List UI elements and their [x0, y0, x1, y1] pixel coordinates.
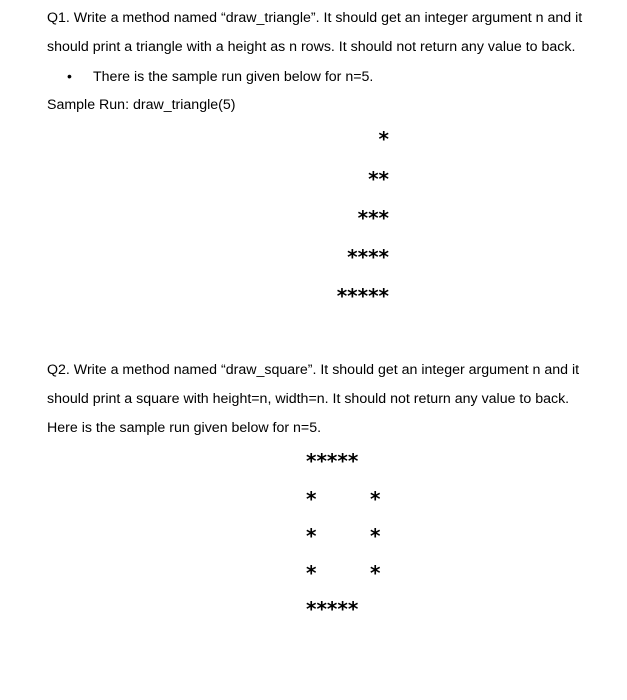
q1-bullet-item [67, 67, 373, 86]
triangle-row-4: **** [347, 245, 389, 269]
q1-sample-run: Sample Run: draw_triangle(5) [47, 97, 236, 113]
triangle-row-3: *** [357, 206, 389, 230]
triangle-row-1: * [378, 127, 389, 151]
triangle-row-2: ** [368, 167, 389, 191]
square-top-row: ***** [306, 449, 359, 473]
square-row-4-right: * [370, 561, 381, 585]
square-row-2-left: * [306, 487, 317, 511]
triangle-row-5: ***** [336, 284, 389, 308]
q1-line-1: Q1. Write a method named “draw_triangle”. It should get an integer argument n and it [47, 10, 583, 26]
square-row-2-right: * [370, 487, 381, 511]
q2-line-2: should print a square with height=n, width=n. It should not return any value to back. [47, 391, 570, 407]
bullet-icon: • [67, 68, 72, 84]
square-bottom-row: ***** [306, 597, 359, 621]
q2-line-1: Q2. Write a method named “draw_square”. It should get an integer argument n and it [47, 362, 580, 378]
square-row-3-right: * [370, 524, 381, 548]
q1-bullet-text: There is the sample run given below for n=5. [93, 69, 374, 85]
square-row-3-left: * [306, 524, 317, 548]
square-row-4-left: * [306, 561, 317, 585]
q1-line-2: should print a triangle with a height as n rows. It should not return any value to back. [47, 39, 576, 55]
q2-line-3: Here is the sample run given below for n=5. [47, 420, 322, 436]
